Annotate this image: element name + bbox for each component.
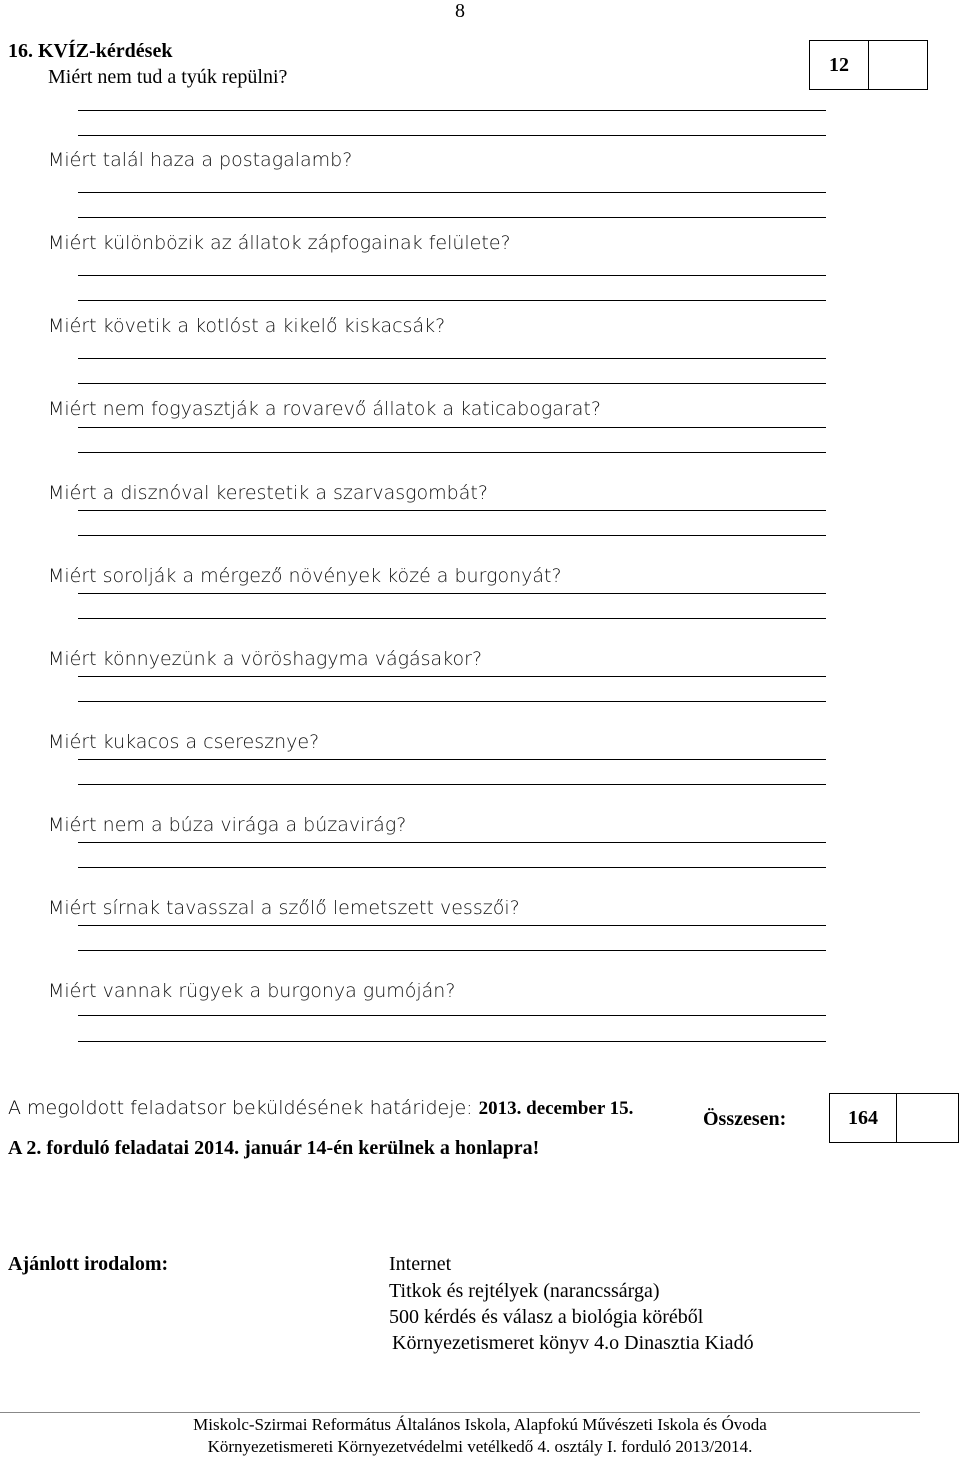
answer-line[interactable]	[78, 701, 826, 702]
literature-item: Titkok és rejtélyek (narancssárga)	[389, 1280, 660, 1302]
answer-line[interactable]	[78, 618, 826, 619]
total-earned-points-field[interactable]	[896, 1094, 958, 1142]
answer-line[interactable]	[78, 842, 826, 843]
footer-competition: Környezetismereti Környezetvédelmi vetélkedő 4. osztály I. forduló 2013/2014.	[207, 1437, 753, 1456]
footer-divider	[0, 1412, 920, 1413]
literature-label: Ajánlott irodalom:	[8, 1253, 169, 1275]
total-max-points: 164	[848, 1106, 878, 1129]
question-6: Miért a disznóval kerestetik a szarvasgombát?	[48, 482, 488, 504]
answer-line[interactable]	[78, 867, 826, 868]
page-number: 8	[455, 0, 465, 22]
answer-line[interactable]	[78, 275, 826, 276]
question-2: Miért talál haza a postagalamb?	[48, 149, 353, 171]
answer-line[interactable]	[78, 593, 826, 594]
question-7: Miért sorolják a mérgező növények közé a burgonyát?	[48, 565, 562, 587]
answer-line[interactable]	[78, 676, 826, 677]
deadline-date: 2013. december 15.	[478, 1098, 634, 1119]
deadline-text	[8, 1097, 633, 1120]
answer-line[interactable]	[78, 217, 826, 218]
answer-line[interactable]	[78, 452, 826, 453]
answer-line[interactable]	[78, 192, 826, 193]
footer-school: Miskolc-Szirmai Református Általános Iskola, Alapfokú Művészeti Iskola és Óvoda	[193, 1415, 767, 1434]
total-label: Összesen:	[703, 1108, 787, 1130]
literature-item: Környezetismeret könyv 4.o Dinasztia Kiadó	[392, 1332, 754, 1354]
section-title: 16. KVÍZ-kérdések	[8, 40, 173, 62]
answer-line[interactable]	[78, 759, 826, 760]
answer-line[interactable]	[78, 950, 826, 951]
answer-line[interactable]	[78, 110, 826, 111]
answer-line[interactable]	[78, 535, 826, 536]
deadline-label: A megoldott feladatsor beküldésének határideje:	[8, 1097, 479, 1119]
question-5: Miért nem fogyasztják a rovarevő állatok a katicabogarat?	[48, 398, 601, 420]
question-11: Miért sírnak tavasszal a szőlő lemetszett vesszői?	[48, 897, 520, 919]
answer-line[interactable]	[78, 358, 826, 359]
section-score-box	[809, 40, 928, 90]
literature-item: 500 kérdés és válasz a biológia köréből	[389, 1306, 704, 1328]
question-4: Miért követik a kotlóst a kikelő kiskacsák?	[48, 315, 446, 337]
question-10: Miért nem a búza virága a búzavirág?	[48, 814, 407, 836]
answer-line[interactable]	[78, 784, 826, 785]
answer-line[interactable]	[78, 135, 826, 136]
section-earned-points-field[interactable]	[868, 41, 927, 89]
answer-line[interactable]	[78, 510, 826, 511]
answer-line[interactable]	[78, 383, 826, 384]
question-12: Miért vannak rügyek a burgonya gumóján?	[48, 980, 456, 1002]
round2-notice: A 2. forduló feladatai 2014. január 14-én kerülnek a honlapra!	[8, 1137, 540, 1159]
question-8: Miért könnyezünk a vöröshagyma vágásakor?	[48, 648, 483, 670]
literature-item: Internet	[389, 1253, 452, 1275]
question-9: Miért kukacos a cseresznye?	[48, 731, 320, 753]
question-3: Miért különbözik az állatok zápfogainak felülete?	[48, 232, 511, 254]
total-score-box	[829, 1093, 959, 1143]
question-1: Miért nem tud a tyúk repülni?	[48, 66, 288, 88]
answer-line[interactable]	[78, 925, 826, 926]
section-max-points: 12	[829, 53, 849, 76]
answer-line[interactable]	[78, 1041, 826, 1042]
answer-line[interactable]	[78, 300, 826, 301]
answer-line[interactable]	[78, 427, 826, 428]
answer-line[interactable]	[78, 1015, 826, 1016]
